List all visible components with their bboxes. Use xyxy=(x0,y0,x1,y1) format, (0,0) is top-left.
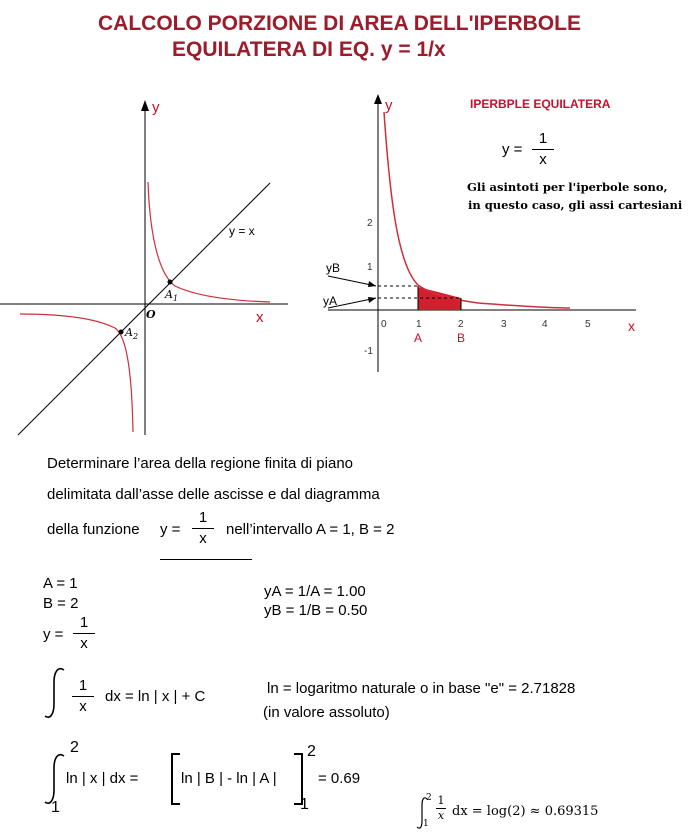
point-a2 xyxy=(119,330,124,335)
integral1-rhs: dx = ln | x | + C xyxy=(105,688,206,705)
origin-label: O xyxy=(146,308,156,321)
bracket-lower: 1 xyxy=(300,796,309,813)
label-yb: yB xyxy=(326,261,341,275)
yb-pointer-head xyxy=(368,281,376,287)
ya-pointer-head xyxy=(368,297,376,303)
label-ya: yA xyxy=(323,294,338,308)
right-y-axis-arrow xyxy=(374,94,382,104)
integral-sign-1 xyxy=(40,664,70,722)
separator-line xyxy=(160,559,252,560)
value-a: A = 1 xyxy=(43,575,78,592)
ytick-1: 1 xyxy=(367,262,373,273)
fraction-bar xyxy=(192,528,214,529)
problem-line-3-pre: della funzione xyxy=(47,521,140,538)
formula-num: 1 xyxy=(437,794,445,807)
right-eq-den: x xyxy=(539,151,547,168)
ytick-m1: -1 xyxy=(364,346,373,357)
right-graph-heading: IPERBPLE EQUILATERA xyxy=(470,97,611,111)
left-y-axis-arrow xyxy=(141,100,149,111)
asymptote-note-2: in questo caso, gli assi cartesiani xyxy=(468,198,683,212)
point-a2-label: $A_2$ xyxy=(125,326,139,341)
xtick-3: 3 xyxy=(501,319,507,330)
ytick-2: 2 xyxy=(367,218,373,229)
problem-line-3-post: nell’intervallo A = 1, B = 2 xyxy=(226,521,395,538)
formula-text: dx = log(2) ≈ 0.69315 xyxy=(452,804,599,819)
abs-note: (in valore assoluto) xyxy=(263,704,390,721)
left-hyperbola-graph xyxy=(0,90,290,440)
formula-den: x xyxy=(437,809,445,822)
value-b: B = 2 xyxy=(43,595,79,612)
formula-upper: 2 xyxy=(426,793,432,803)
title-line-1: CALCOLO PORZIONE DI AREA DELL'IPERBOLE xyxy=(98,12,581,35)
left-x-label: x xyxy=(256,309,264,326)
right-y-label: y xyxy=(385,97,393,114)
integral2-lower: 1 xyxy=(51,799,60,816)
integral1-den: x xyxy=(79,698,87,715)
asymptote-note-1: Gli asintoti per l'iperbole sono, xyxy=(467,180,668,194)
formula-fraction xyxy=(436,795,446,822)
xtick-2: 2 xyxy=(458,319,464,330)
integral2-body: ln | x | dx = xyxy=(66,770,139,787)
problem-fraction xyxy=(192,509,214,548)
ln-note: ln = logaritmo naturale o in base "e" = 2.71828 xyxy=(267,680,576,697)
line-y-equals-x xyxy=(18,183,270,435)
left-y-label: y xyxy=(152,99,160,116)
xtick-1: 1 xyxy=(416,319,422,330)
problem-line-3-y: y = xyxy=(160,521,181,538)
title-line-2: EQUILATERA DI EQ. y = 1/x xyxy=(172,38,446,61)
point-a1-label: $A_1$ xyxy=(165,288,179,303)
problem-fraction-num: 1 xyxy=(198,509,208,526)
fraction-bar xyxy=(73,633,95,634)
integral2-result: = 0.69 xyxy=(318,770,361,787)
right-x-label: x xyxy=(628,318,635,334)
right-eq-num: 1 xyxy=(538,130,548,147)
right-eq-lhs: y = xyxy=(502,141,523,158)
integral1-num: 1 xyxy=(78,677,88,694)
formula-lower: 1 xyxy=(423,819,429,829)
line-label: y = x xyxy=(229,224,255,238)
label-a: A xyxy=(414,331,423,345)
value-y-fraction xyxy=(73,614,95,653)
bracket-body: ln | B | - ln | A | xyxy=(181,770,277,787)
problem-fraction-den: x xyxy=(199,530,207,547)
value-y-num: 1 xyxy=(79,614,89,631)
problem-line-2: delimitata dall’asse delle ascisse e dal diagramma xyxy=(47,486,380,503)
xtick-5: 5 xyxy=(585,319,591,330)
point-a1 xyxy=(168,280,173,285)
value-yb: yB = 1/B = 0.50 xyxy=(264,602,368,619)
xtick-0: 0 xyxy=(381,319,387,330)
integral2-upper: 2 xyxy=(70,739,79,756)
problem-line-1: Determinare l’area della regione finita di piano xyxy=(47,455,354,472)
fraction-bar xyxy=(72,696,94,697)
hyperbola-branch-1 xyxy=(148,182,270,302)
value-y-den: x xyxy=(80,635,88,652)
hyperbola-branch-2 xyxy=(20,314,133,432)
label-b: B xyxy=(457,331,466,345)
xtick-4: 4 xyxy=(542,319,548,330)
right-eq-fraction xyxy=(532,130,554,169)
value-y-lhs: y = xyxy=(43,626,64,643)
bracket-upper: 2 xyxy=(307,743,316,760)
fraction-bar xyxy=(532,149,554,150)
integral1-fraction xyxy=(72,677,94,716)
value-ya: yA = 1/A = 1.00 xyxy=(264,583,366,600)
right-hyperbola-graph xyxy=(318,90,648,375)
